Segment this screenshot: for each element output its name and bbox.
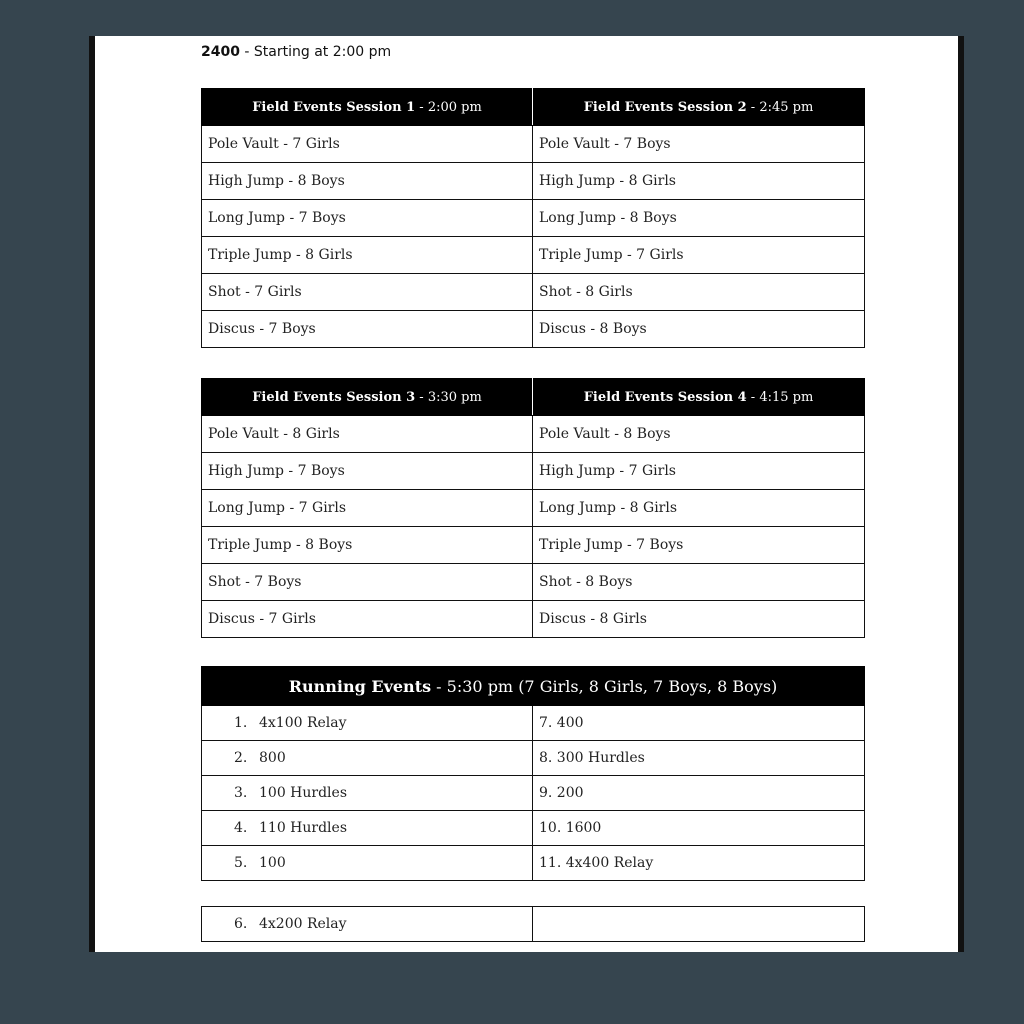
- field-events-table-1: [201, 88, 865, 348]
- table-cell: High Jump - 8 Boys: [202, 163, 533, 200]
- table-cell: Pole Vault - 8 Boys: [533, 416, 865, 453]
- table-cell: Shot - 7 Girls: [202, 274, 533, 311]
- table-cell: Long Jump - 8 Boys: [533, 200, 865, 237]
- table-cell: Pole Vault - 7 Girls: [202, 126, 533, 163]
- field-events-table-2: [201, 378, 865, 638]
- table-cell: 7. 400: [533, 706, 865, 741]
- document-page: [89, 36, 964, 952]
- table-cell: [533, 907, 865, 942]
- running-events-continued-table: [201, 906, 865, 942]
- table-row: [202, 237, 865, 274]
- table-row: [202, 907, 865, 942]
- table-cell: 1. 4x100 Relay: [202, 706, 533, 741]
- running-events-header: Running Events - 5:30 pm (7 Girls, 8 Girls, 7 Boys, 8 Boys): [202, 667, 865, 706]
- session-1-header: Field Events Session 1 - 2:00 pm: [202, 89, 533, 126]
- table-cell: High Jump - 7 Girls: [533, 453, 865, 490]
- table-row: [202, 527, 865, 564]
- table-cell: 2. 800: [202, 741, 533, 776]
- intro-line: [201, 44, 391, 60]
- table-cell: Discus - 8 Girls: [533, 601, 865, 638]
- table-cell: Shot - 8 Boys: [533, 564, 865, 601]
- table-row: [202, 163, 865, 200]
- table-cell: High Jump - 8 Girls: [533, 163, 865, 200]
- table-row: [202, 126, 865, 163]
- table-header-row: [202, 379, 865, 416]
- table-cell: 10. 1600: [533, 811, 865, 846]
- session-4-header: Field Events Session 4 - 4:15 pm: [533, 379, 865, 416]
- table-cell: 9. 200: [533, 776, 865, 811]
- table-cell: 11. 4x400 Relay: [533, 846, 865, 881]
- table-row: [202, 601, 865, 638]
- table-row: [202, 416, 865, 453]
- table-cell: Discus - 8 Boys: [533, 311, 865, 348]
- table-cell: Long Jump - 8 Girls: [533, 490, 865, 527]
- table-cell: Discus - 7 Boys: [202, 311, 533, 348]
- table-row: [202, 741, 865, 776]
- table-cell: Pole Vault - 7 Boys: [533, 126, 865, 163]
- table-cell: High Jump - 7 Boys: [202, 453, 533, 490]
- table-cell: Pole Vault - 8 Girls: [202, 416, 533, 453]
- table-row: [202, 564, 865, 601]
- table-cell: Triple Jump - 8 Girls: [202, 237, 533, 274]
- table-cell: 6. 4x200 Relay: [202, 907, 533, 942]
- table-cell: Long Jump - 7 Boys: [202, 200, 533, 237]
- intro-event: 2400: [201, 44, 240, 60]
- table-row: [202, 311, 865, 348]
- table-cell: Long Jump - 7 Girls: [202, 490, 533, 527]
- table-row: [202, 776, 865, 811]
- table-row: [202, 274, 865, 311]
- table-cell: 5. 100: [202, 846, 533, 881]
- intro-start-time: - Starting at 2:00 pm: [239, 44, 392, 60]
- session-2-header: Field Events Session 2 - 2:45 pm: [533, 89, 865, 126]
- table-row: [202, 846, 865, 881]
- table-row: [202, 706, 865, 741]
- table-row: [202, 490, 865, 527]
- table-cell: Triple Jump - 7 Boys: [533, 527, 865, 564]
- session-3-header: Field Events Session 3 - 3:30 pm: [202, 379, 533, 416]
- table-header-row: [202, 89, 865, 126]
- running-events-table: [201, 666, 865, 881]
- table-cell: 8. 300 Hurdles: [533, 741, 865, 776]
- table-cell: Triple Jump - 7 Girls: [533, 237, 865, 274]
- table-cell: Discus - 7 Girls: [202, 601, 533, 638]
- table-row: [202, 200, 865, 237]
- table-cell: Triple Jump - 8 Boys: [202, 527, 533, 564]
- table-row: [202, 453, 865, 490]
- table-cell: 3. 100 Hurdles: [202, 776, 533, 811]
- table-cell: Shot - 8 Girls: [533, 274, 865, 311]
- table-header-row: [202, 667, 865, 706]
- table-cell: Shot - 7 Boys: [202, 564, 533, 601]
- table-row: [202, 811, 865, 846]
- table-cell: 4. 110 Hurdles: [202, 811, 533, 846]
